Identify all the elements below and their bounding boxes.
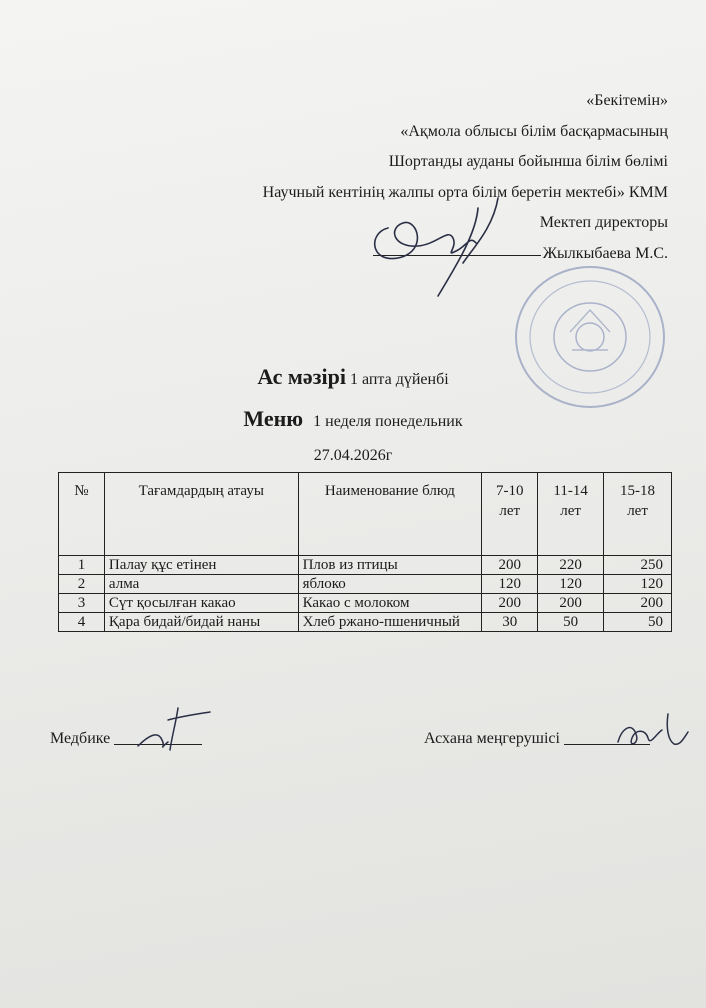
cell-name-ru: яблоко [298, 575, 482, 594]
cell-name-kz: Сүт қосылған какао [104, 594, 298, 613]
cell-portion: 200 [538, 594, 604, 613]
cell-portion: 220 [538, 556, 604, 575]
cell-number: 1 [59, 556, 105, 575]
table-row [59, 613, 672, 632]
title-kz-main: Ас мәзірі [257, 364, 346, 389]
cell-portion: 200 [482, 556, 538, 575]
title-ru-sub: 1 неделя понедельник [313, 413, 463, 430]
director-name: Жылкыбаева М.С. [542, 244, 668, 262]
cell-number: 4 [59, 613, 105, 632]
cell-portion: 120 [538, 575, 604, 594]
col-header-age-11-14: 11-14 лет [538, 473, 604, 556]
table-row [59, 594, 672, 613]
menu-date: 27.04.2026г [313, 447, 393, 464]
cell-name-kz: Қара бидай/бидай наны [104, 613, 298, 632]
col-header-name-ru: Наименование блюд [298, 473, 482, 556]
col-header-number: № [59, 473, 105, 556]
cell-name-ru: Хлеб ржано-пшеничный [298, 613, 482, 632]
nurse-label: Медбике [50, 730, 111, 747]
table-header-row [59, 473, 672, 556]
cell-name-kz: Палау құс етінен [104, 556, 298, 575]
cell-name-kz: алма [104, 575, 298, 594]
title-ru [0, 406, 706, 432]
cell-name-ru: Какао с молоком [298, 594, 482, 613]
cell-portion: 50 [538, 613, 604, 632]
approval-line-2: «Ақмола облысы білім басқармасының [400, 122, 668, 140]
cell-portion: 30 [482, 613, 538, 632]
cell-number: 3 [59, 594, 105, 613]
cell-portion: 120 [604, 575, 672, 594]
approval-line-4: Научный кентінің жалпы орта білім беретін мектебі» КММ [262, 183, 668, 201]
approval-line-3: Шортанды ауданы бойынша білім бөлімі [388, 153, 668, 171]
title-ru-main: Меню [243, 406, 304, 431]
title-kz [0, 364, 706, 390]
canteen-head-label: Асхана меңгерушісі [424, 730, 560, 747]
nurse-signature-icon [128, 700, 218, 756]
cell-portion: 120 [482, 575, 538, 594]
col-header-age-7-10: 7-10 лет [482, 473, 538, 556]
cell-portion: 200 [482, 594, 538, 613]
director-signature-icon [358, 188, 528, 298]
approval-line-1: «Бекітемін» [586, 92, 668, 109]
cell-portion: 200 [604, 594, 672, 613]
cell-number: 2 [59, 575, 105, 594]
col-header-name-kz: Тағамдардың атауы [104, 473, 298, 556]
approval-line-5: Мектеп директоры [539, 214, 668, 232]
table-row [59, 556, 672, 575]
table-row [59, 575, 672, 594]
title-kz-sub: 1 апта дүйенбі [349, 371, 449, 388]
cell-name-ru: Плов из птицы [298, 556, 482, 575]
canteen-head-signature-icon [612, 708, 692, 756]
menu-table [58, 472, 672, 632]
cell-portion: 250 [604, 556, 672, 575]
cell-portion: 50 [604, 613, 672, 632]
col-header-age-15-18: 15-18 лет [604, 473, 672, 556]
